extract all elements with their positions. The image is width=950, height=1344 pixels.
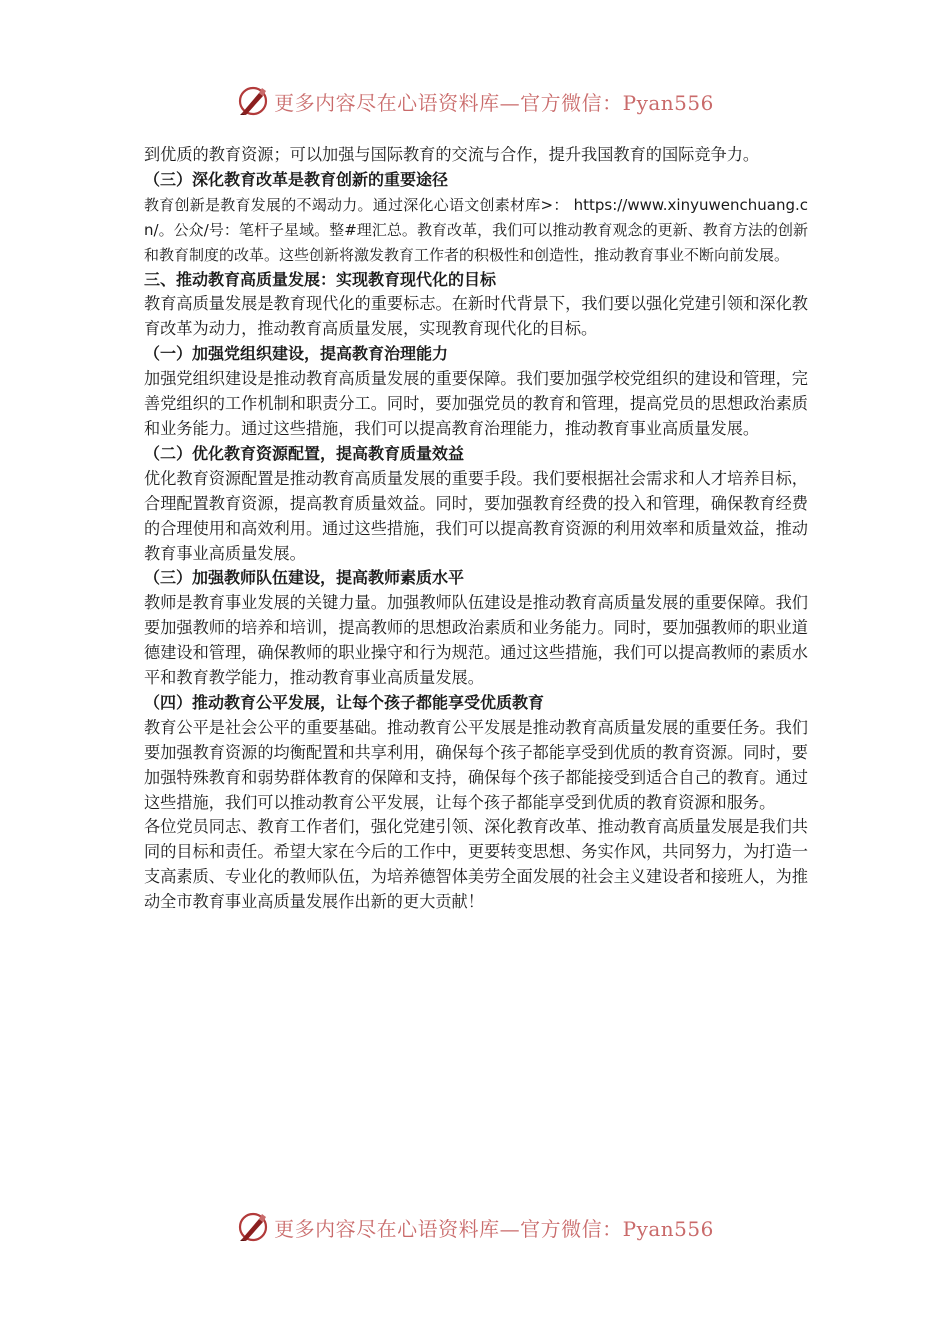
section-heading: （四）推动教育公平发展，让每个孩子都能享受优质教育 (144, 692, 545, 712)
body-paragraph: 优化教育资源配置是推动教育高质量发展的重要手段。我们要根据社会需求和人才培养目标，合理配置教育资源，提高教育质量效益。同时，要加强教育经费的投入和管理，确保教育经费的合理使用和高效利用。通过这些措施，我们可以提高教育资源的利用效率和质量效益，推动教育事业高质量发展。 (144, 468, 808, 563)
pen-in-circle-logo-icon (236, 84, 270, 118)
body-paragraph: 教育公平是社会公平的重要基础。推动教育公平发展是推动教育高质量发展的重要任务。我们要加强教育资源的均衡配置和共享利用，确保每个孩子都能享受到优质的教育资源。同时，要加强特殊教育和弱势群体教育的保障和支持，确保每个孩子都能接受到适合自己的教育。通过这些措施，我们可以推动教育公平发展，让每个孩子都能享受到优质的教育资源和服务。 (144, 717, 808, 812)
section-heading: （一）加强党组织建设，提高教育治理能力 (144, 344, 449, 364)
section-heading: （三）加强教师队伍建设，提高教师素质水平 (144, 568, 465, 588)
header-watermark (0, 84, 950, 118)
body-paragraph: 到优质的教育资源；可以加强与国际教育的交流与合作，提升我国教育的国际竞争力。 (144, 145, 760, 164)
body-paragraph: 教育高质量发展是教育现代化的重要标志。在新时代背景下，我们要以强化党建引领和深化教育改革为动力，推动教育高质量发展，实现教育现代化的目标。 (144, 294, 808, 339)
body-paragraph: 各位党员同志、教育工作者们，强化党建引领、深化教育改革、推动教育高质量发展是我们共同的目标和责任。希望大家在今后的工作中，更要转变思想、务实作风，共同努力，为打造一支高素质、专业化的教师队伍，为培养德智体美劳全面发展的社会主义建设者和接班人，为推动全市教育事业高质量发展作出新的更大贡献！ (144, 817, 808, 912)
body-paragraph: 加强党组织建设是推动教育高质量发展的重要保障。我们要加强学校党组织的建设和管理，完善党组织的工作机制和职责分工。同时，要加强党员的教育和管理，提高党员的思想政治素质和业务能力。通过这些措施，我们可以提高教育治理能力，推动教育事业高质量发展。 (144, 369, 808, 438)
pen-in-circle-logo-icon (236, 1210, 270, 1244)
section-heading: （三）深化教育改革是教育创新的重要途径 (144, 169, 449, 189)
footer-watermark (0, 1210, 950, 1244)
section-heading: （二）优化教育资源配置，提高教育质量效益 (144, 443, 465, 463)
document-body (144, 143, 808, 915)
watermark-text: 更多内容尽在心语资料库—官方微信：Pyan556 (274, 1216, 714, 1241)
body-paragraph: 教育创新是教育发展的不竭动力。通过深化心语文创素材库>： https://www.xinyuwenchuang.cn/。公众/号：笔杆子星域。整#理汇总。教育改革，我们可以推动教育观念的更新、教育方法的创新和教育制度的改革。这些创新将激发教育工作者的积极性和创造性，推动教育事业不断向前发展。 (144, 195, 808, 264)
watermark-text: 更多内容尽在心语资料库—官方微信：Pyan556 (274, 90, 714, 115)
body-paragraph: 教师是教育事业发展的关键力量。加强教师队伍建设是推动教育高质量发展的重要保障。我们要加强教师的培养和培训，提高教师的思想政治素质和业务能力。同时，要加强教师的职业道德建设和管理，确保教师的职业操守和行为规范。通过这些措施，我们可以提高教师的素质水平和教育教学能力，推动教育事业高质量发展。 (144, 593, 808, 688)
section-heading: 三、推动教育高质量发展：实现教育现代化的目标 (144, 269, 497, 289)
